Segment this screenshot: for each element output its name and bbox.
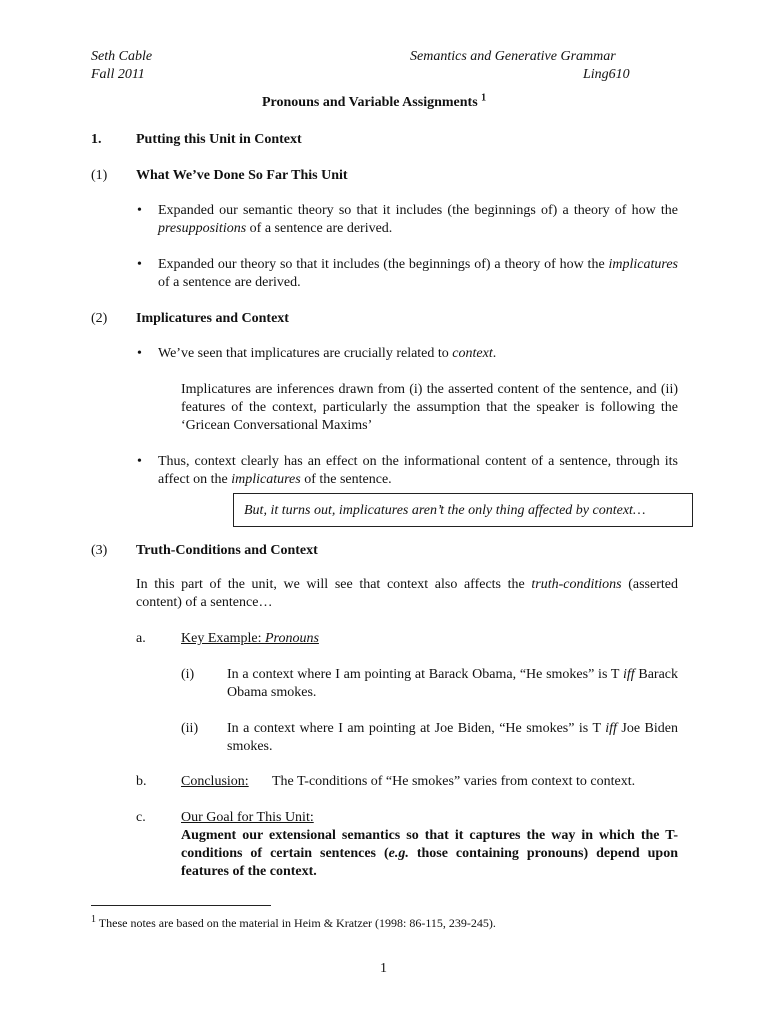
intro-text: In this part of the unit, we will see that context also affects the — [136, 577, 532, 592]
item3a-i-number: (i) — [181, 667, 195, 682]
item3a-ii-number: (ii) — [181, 721, 199, 736]
header-course-title: Semantics and Generative Grammar — [410, 49, 616, 64]
item2-bullet-1 — [158, 345, 496, 363]
item3c-label: Our Goal for This Unit: — [181, 810, 314, 825]
bullet-marker: • — [137, 346, 142, 361]
item3a-i-text — [227, 666, 678, 702]
footnote-rule — [91, 905, 271, 906]
item2-number: (2) — [91, 311, 108, 326]
example-emphasis: iff — [605, 721, 617, 736]
callout-text: But, it turns out, implicatures aren’t the only thing affected by context… — [244, 503, 646, 518]
item1-number: (1) — [91, 168, 108, 183]
section-number: 1. — [91, 132, 102, 147]
bullet-text: Thus, context clearly has an effect on the informational content of a sentence, through its affect on the — [158, 454, 678, 487]
example-emphasis: iff — [622, 667, 635, 682]
bullet-text: We’ve seen that implicatures are crucially related to — [158, 346, 453, 361]
example-text: In a context where I am pointing at Barack Obama, “He smokes” is T — [227, 667, 623, 682]
item3a-ii-text — [227, 720, 678, 756]
bullet-emphasis: presuppositions — [158, 221, 247, 236]
item3c-goal — [181, 827, 678, 881]
header-term: Fall 2011 — [91, 67, 145, 82]
footnote-mark: 1 — [91, 914, 96, 925]
label-text: Key Example: — [181, 631, 265, 646]
page-title — [262, 94, 486, 112]
item3c-letter: c. — [136, 810, 146, 825]
example-text: Barack Obama smokes. — [227, 667, 678, 700]
intro-text: (asserted content) of a sentence… — [136, 577, 678, 610]
page-number: 1 — [380, 961, 387, 976]
item3b-label: Conclusion: — [181, 774, 249, 789]
footnote — [91, 914, 496, 932]
bullet-emphasis: context — [452, 346, 493, 361]
bullet-emphasis: implicatures — [608, 257, 678, 272]
bullet-text: of a sentence are derived. — [158, 275, 301, 290]
item3b-text: The T-conditions of “He smokes” varies from context to context. — [272, 774, 636, 789]
bullet-text: Expanded our semantic theory so that it includes (the beginnings of) a theory of how the — [158, 203, 678, 218]
intro-emphasis: truth-conditions — [531, 577, 622, 592]
section-heading: Putting this Unit in Context — [136, 132, 302, 147]
header-author: Seth Cable — [91, 49, 153, 64]
header-course-code: Ling610 — [583, 67, 630, 82]
bullet-marker: • — [137, 454, 142, 469]
item3-heading: Truth-Conditions and Context — [136, 543, 318, 558]
item2-bullet-2 — [158, 453, 678, 489]
item3-intro — [136, 576, 678, 612]
item1-heading: What We’ve Done So Far This Unit — [136, 168, 348, 183]
example-text: Joe Biden smokes. — [227, 721, 678, 754]
item2-indented-paragraph: Implicatures are inferences drawn from (i) the asserted content of the sentence, and (ii) features of the context, particularly the assumption that the speaker is following the ‘Gricean Conversational Maxims’ — [181, 382, 678, 433]
bullet-text: . — [492, 346, 497, 361]
item1-bullet-2 — [158, 256, 678, 292]
bullet-text: of a sentence are derived. — [246, 221, 393, 236]
callout-box — [233, 493, 693, 527]
bullet-emphasis: implicatures — [231, 472, 301, 487]
item1-bullet-1 — [158, 202, 678, 238]
page-title-text: Pronouns and Variable Assignments — [262, 95, 478, 110]
footnote-text: These notes are based on the material in Heim & Kratzer (1998: 86-115, 239-245). — [98, 916, 496, 930]
item3-number: (3) — [91, 543, 108, 558]
example-text: In a context where I am pointing at Joe Biden, “He smokes” is T — [227, 721, 606, 736]
bullet-text: of the sentence. — [300, 472, 392, 487]
goal-text: Augment our extensional semantics so that it captures the way in which the T-conditions of certain sentences ( — [181, 828, 678, 861]
bullet-text: Expanded our theory so that it includes (the beginnings of) a theory of how the — [158, 257, 609, 272]
label-emphasis: Pronouns — [264, 631, 319, 646]
item2-heading: Implicatures and Context — [136, 311, 289, 326]
goal-emphasis: e.g. — [388, 846, 409, 861]
item3a-letter: a. — [136, 631, 146, 646]
bullet-marker: • — [137, 257, 142, 272]
goal-text: those containing pronouns) depend upon features of the context. — [181, 846, 678, 879]
item3a-label — [181, 630, 319, 648]
item3b-letter: b. — [136, 774, 147, 789]
bullet-marker: • — [137, 203, 142, 218]
title-footnote-mark: 1 — [481, 92, 487, 104]
